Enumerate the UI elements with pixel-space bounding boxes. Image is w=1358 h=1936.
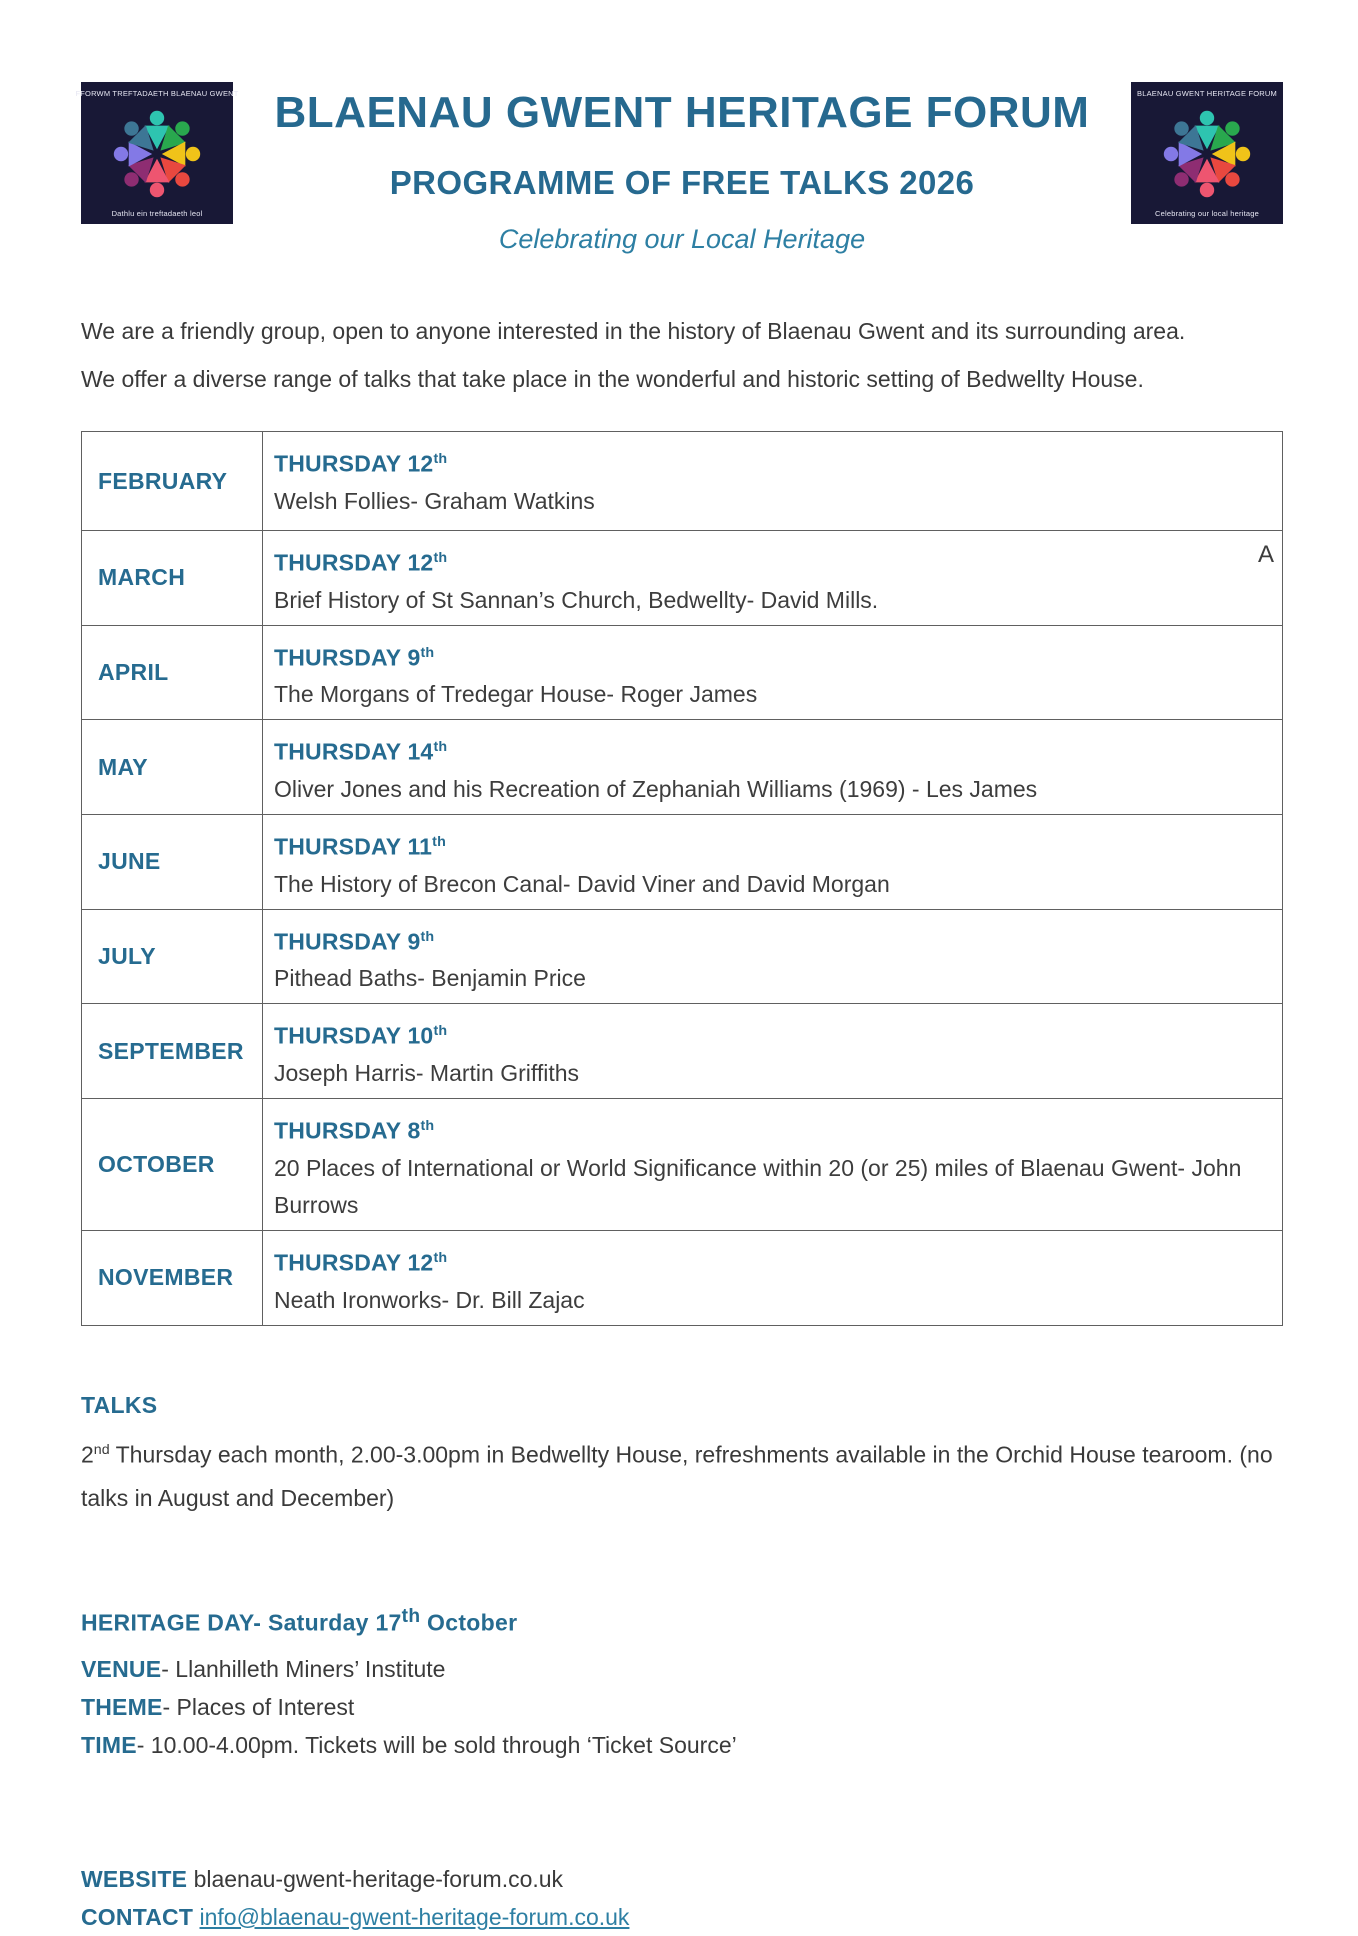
heritage-day-section xyxy=(81,1602,1283,1764)
talks-heading: TALKS xyxy=(81,1391,158,1418)
month-cell: SEPTEMBER xyxy=(82,1004,263,1098)
talk-description: Joseph Harris- Martin Griffiths xyxy=(274,1059,580,1086)
talk-cell xyxy=(263,815,1282,909)
month-cell: APRIL xyxy=(82,626,263,720)
people-circle-emblem-icon xyxy=(1159,106,1255,202)
time-label: TIME xyxy=(81,1731,137,1758)
month-cell: MAY xyxy=(82,720,263,814)
talk-description: The Morgans of Tredegar House- Roger James xyxy=(274,681,758,708)
stray-character: A xyxy=(1257,541,1274,568)
talk-cell xyxy=(263,1231,1282,1325)
intro-line-1: We are a friendly group, open to anyone interested in the history of Blaenau Gwent and its surrounding area. xyxy=(81,318,1186,344)
month-cell: JULY xyxy=(82,910,263,1004)
logo-bottom-caption: Celebrating our local heritage xyxy=(1155,209,1259,218)
month-cell: NOVEMBER xyxy=(82,1231,263,1325)
table-row-february xyxy=(82,432,1282,530)
talk-cell xyxy=(263,432,1282,530)
contact-line xyxy=(81,1898,1283,1936)
talk-description: Pithead Baths- Benjamin Price xyxy=(274,965,586,992)
contact-label: CONTACT xyxy=(81,1903,194,1930)
theme-label: THEME xyxy=(81,1693,163,1720)
table-row-june xyxy=(82,814,1282,909)
logo-top-caption: FFORWM TREFTADAETH BLAENAU GWENT xyxy=(75,89,239,98)
contact-email-link[interactable]: info@blaenau-gwent-heritage-forum.co.uk xyxy=(199,1903,630,1930)
talk-date: THURSDAY 8th xyxy=(274,1117,435,1144)
talks-section xyxy=(81,1390,1283,1521)
talks-schedule-table xyxy=(81,431,1283,1326)
table-row-october xyxy=(82,1098,1282,1230)
talk-cell xyxy=(263,910,1282,1004)
table-row-july xyxy=(82,909,1282,1004)
header xyxy=(75,0,1283,255)
venue-line: VENUE- Llanhilleth Miners’ Institute xyxy=(81,1655,446,1682)
website-url: blaenau-gwent-heritage-forum.co.uk xyxy=(187,1865,564,1892)
talk-date: THURSDAY 14th xyxy=(274,738,448,765)
venue-label: VENUE xyxy=(81,1655,162,1682)
heritage-day-items xyxy=(81,1650,1283,1764)
talk-date: THURSDAY 12th xyxy=(274,549,448,576)
table-row-may xyxy=(82,719,1282,814)
contact-section xyxy=(81,1860,1283,1936)
month-cell: MARCH xyxy=(82,531,263,625)
talk-description: Brief History of St Sannan’s Church, Bedwellty- David Mills. xyxy=(274,586,879,613)
talk-cell xyxy=(263,626,1282,720)
page-title: BLAENAU GWENT HERITAGE FORUM xyxy=(274,88,1090,137)
website-line xyxy=(81,1860,1283,1898)
talk-description: The History of Brecon Canal- David Viner and David Morgan xyxy=(274,870,890,897)
talk-cell xyxy=(263,1099,1282,1230)
title-block xyxy=(233,82,1131,255)
talk-date: THURSDAY 9th xyxy=(274,644,435,671)
month-cell: FEBRUARY xyxy=(82,432,263,530)
page-subtitle: PROGRAMME OF FREE TALKS 2026 xyxy=(389,164,975,201)
people-circle-emblem-icon xyxy=(109,106,205,202)
talk-date: THURSDAY 9th xyxy=(274,928,435,955)
talk-description: 20 Places of International or World Significance within 20 (or 25) miles of Blaenau Gwent- John Burrows xyxy=(274,1154,1242,1218)
talk-description: Neath Ironworks- Dr. Bill Zajac xyxy=(274,1286,585,1313)
talk-cell xyxy=(263,720,1282,814)
talk-date: THURSDAY 12th xyxy=(274,450,448,477)
theme-line: THEME- Places of Interest xyxy=(81,1693,355,1720)
website-label: WEBSITE xyxy=(81,1865,188,1892)
intro-line-2: We offer a diverse range of talks that take place in the wonderful and historic setting of Bedwellty House. xyxy=(81,366,1144,392)
table-row-september xyxy=(82,1003,1282,1098)
logo-bottom-caption: Dathlu ein treftadaeth leol xyxy=(111,209,203,218)
talk-date: THURSDAY 10th xyxy=(274,1022,448,1049)
talk-date: THURSDAY 12th xyxy=(274,1249,448,1276)
talks-details: 2nd Thursday each month, 2.00-3.00pm in Bedwellty House, refreshments available in the Orchid House tearoom. (no talks in August and December) xyxy=(81,1441,1273,1512)
forum-logo-welsh xyxy=(75,82,239,224)
intro-paragraph xyxy=(81,307,1283,403)
talk-cell xyxy=(263,1004,1282,1098)
table-row-march xyxy=(82,530,1282,625)
month-cell: OCTOBER xyxy=(82,1099,263,1230)
forum-logo-english xyxy=(1131,82,1283,224)
table-row-april xyxy=(82,625,1282,720)
month-cell: JUNE xyxy=(82,815,263,909)
table-row-november xyxy=(82,1230,1282,1325)
logo-top-caption: BLAENAU GWENT HERITAGE FORUM xyxy=(1137,89,1277,98)
talk-description: Oliver Jones and his Recreation of Zephaniah Williams (1969) - Les James xyxy=(274,775,1038,802)
tagline: Celebrating our Local Heritage xyxy=(498,224,866,254)
talk-description: Welsh Follies- Graham Watkins xyxy=(274,487,595,514)
talk-date: THURSDAY 11th xyxy=(274,833,447,860)
heritage-day-heading: HERITAGE DAY- Saturday 17th October xyxy=(81,1606,518,1636)
time-line: TIME- 10.00-4.00pm. Tickets will be sold through ‘Ticket Source’ xyxy=(81,1731,737,1758)
talk-cell xyxy=(263,531,1282,625)
